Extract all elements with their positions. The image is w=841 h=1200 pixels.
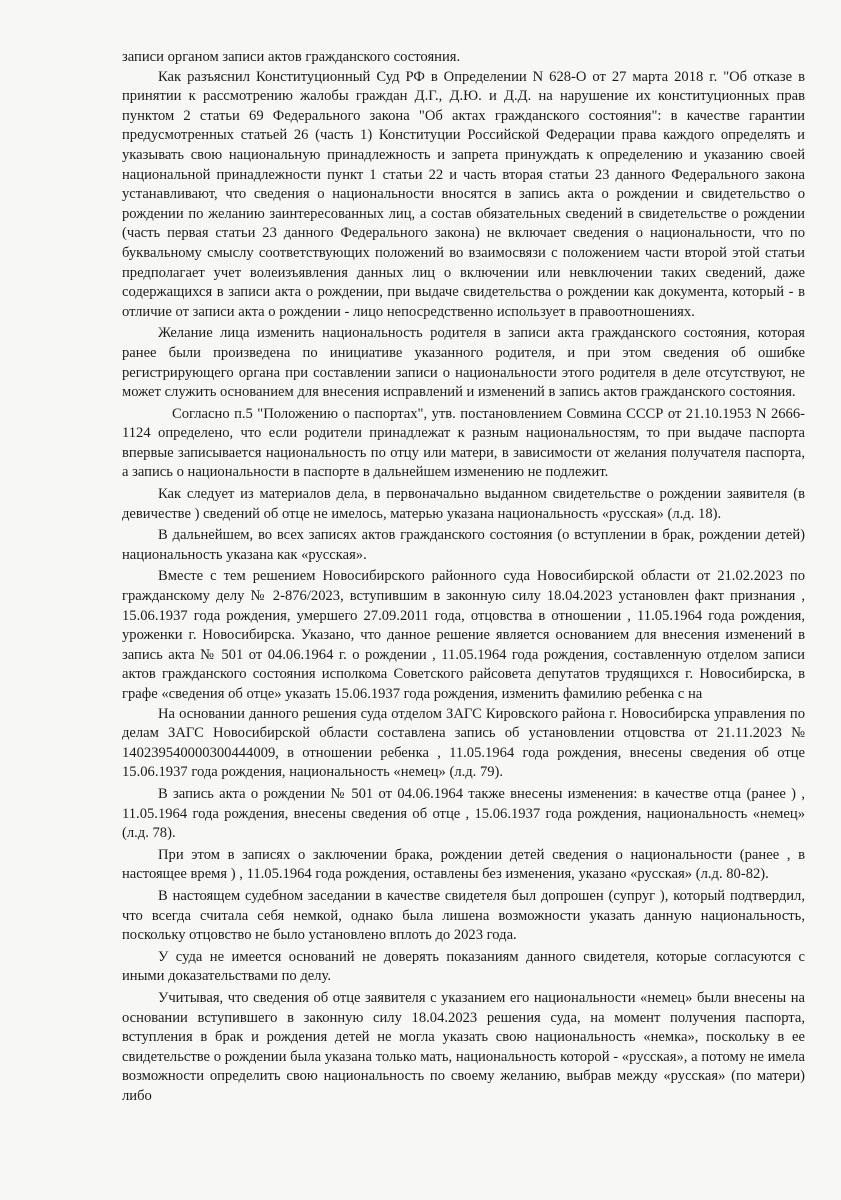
paragraph-witness: В настоящем судебном заседании в качестве свидетеля был допрошен (супруг ), который подтвердил, что всегда считала себя немкой, однако была лишена возможности указать данную национальность, поскольку отцовство не было установлено вплоть до 2023 года. <box>122 887 805 944</box>
paragraph-civil-records: В дальнейшем, во всех записях актов гражданского состояния (о вступлении в брак, рождении детей) национальность указана как «русская». <box>122 527 805 563</box>
paragraph-birth-record-changes: В запись акта о рождении № 501 от 04.06.1964 также внесены изменения: в качестве отца (ранее ) , 11.05.1964 года рождения, внесены сведения об отце , 15.06.1937 года рождения, национальность «немец» (л.д. 78). <box>122 785 805 842</box>
paragraph-desire-change: Желание лица изменить национальность родителя в записи акта гражданского состояния, которая ранее были произведена по инициативе указанного родителя, и при этом сведения об ошибке регистрирующего органа при составлении записи о национальности этого родителя в деле отсутствуют, не может служить основанием для внесения исправлений и изменений в запись актов гражданского состояния. <box>122 325 805 401</box>
paragraph-marriage-records: При этом в записях о заключении брака, рождении детей сведения о национальности (ранее , в настоящее время ) , 11.05.1964 года рождения, оставлены без изменения, указано «русская» (л.д. 80-82). <box>122 846 805 883</box>
paragraph-conclusion: Учитывая, что сведения об отце заявителя с указанием его национальности «немец» были внесены на основании вступившего в законную силу 18.04.2023 решения суда, на момент получения паспорта, вступления в брак и рождения детей не могла указать свою национальность «немка», поскольку в ее свидетельстве о рождении была указана только мать, национальность которой - «русская», а потому не имела возможности определить свою национальность по своему желанию, выбрав между «русская» (по матери) либо <box>122 989 805 1104</box>
paragraph-witness-trust: У суда не имеется оснований не доверять показаниям данного свидетеля, которые согласуются с иными доказательствами по делу. <box>122 948 805 985</box>
paragraph-zags-record: На основании данного решения суда отделом ЗАГС Кировского района г. Новосибирска управления по делам ЗАГС Новосибирской области составлена запись об установлении отцовства от 21.11.2023 № 140239540000300444009, в отношении ребенка , 11.05.1964 года рождения, внесены сведения об отце 15.06.1937 года рождения, национальность «немец» (л.д. 79). <box>122 705 805 781</box>
paragraph-continuation: записи органом записи актов гражданского состояния. <box>122 49 461 65</box>
paragraph-constitutional-court: Как разъяснил Конституционный Суд РФ в Определении N 628-О от 27 марта 2018 г. "Об отказе в принятии к рассмотрению жалобы граждан Д.Г., Д.Ю. и Д.Д. на нарушение их конституционных прав пунктом 2 статьи 69 Федерального закона "Об актах гражданского состояния": в качестве гарантии предусмотренных статьей 26 (часть 1) Конституции Российской Федерации права каждого определять и указывать свою национальную принадлежность и запрета принуждать к определению и указанию своей национальной принадлежности пункт 1 статьи 22 и часть вторая статьи 23 данного Федерального закона устанавливают, что сведения о национальности вносятся в запись акта о рождении и свидетельство о рождении по желанию заинтересованных лиц, а состав обязательных сведений в свидетельстве о рождении (часть первая статьи 23 данного Федерального закона) не включает сведения о национальности, что по буквальному смыслу соответствующих положений во взаимосвязи с положением части второй этой статьи предполагает учет волеизъявления данных лиц о включении или невключении таких сведений, даже содержащихся в записи акта о рождении, при выдаче свидетельства о рождении как документа, который - в отличие от записи акта о рождении - лицо непосредственно использует в правоотношениях. <box>122 68 805 320</box>
paragraph-case-materials: Как следует из материалов дела, в первоначально выданном свидетельстве о рождении заявителя (в девичестве ) сведений об отце не имелось, матерью указана национальность «русская» (л.д. 18). <box>122 486 805 522</box>
paragraph-passport-regulation: Согласно п.5 "Положению о паспортах", утв. постановлением Совмина СССР от 21.10.1953 N 2666-1124 определено, что если родители принадлежат к разным национальностям, то при выдаче паспорта впервые записывается национальность по отцу или матери, в зависимости от желания получателя паспорта, а запись о национальности в паспорте в дальнейшем изменению не подлежит. <box>122 405 805 481</box>
paragraph-court-decision: Вместе с тем решением Новосибирского районного суда Новосибирской области от 21.02.2023 по гражданскому делу № 2-876/2023, вступившим в законную силу 18.04.2023 установлен факт признания , 15.06.1937 года рождения, умершего 27.09.2011 года, отцовства в отношении , 11.05.1964 года рождения, уроженки г. Новосибирска. Указано, что данное решение является основанием для внесения изменений в запись акта № 501 от 04.06.1964 г. о рождении , 11.05.1964 года рождения, составленную отделом записи актов гражданского состояния исполкома Советского райсовета депутатов трудящихся г. Новосибирска, в графе «сведения об отце» указать 15.06.1937 года рождения, изменить фамилию ребенка с на <box>122 568 805 702</box>
